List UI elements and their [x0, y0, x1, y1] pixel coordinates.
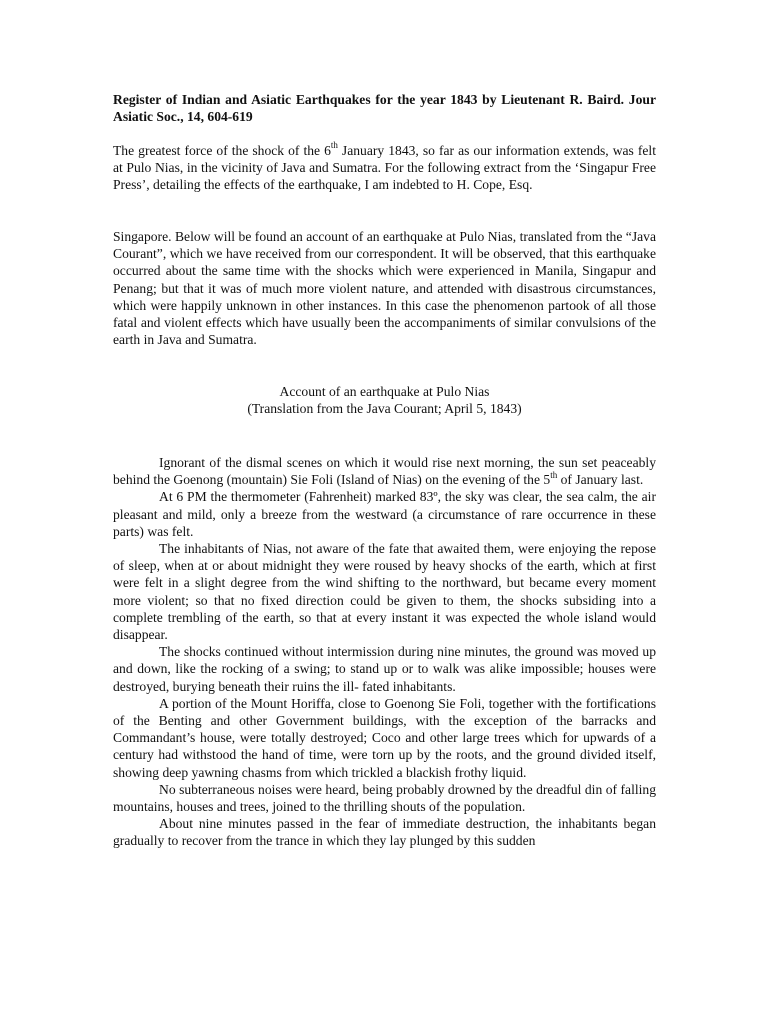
- paragraph-1-ordinal-suffix: th: [550, 469, 558, 480]
- account-paragraph-6: No subterraneous noises were heard, being probably drowned by the dreadful din of falling mountains, houses and trees, joined to the thrilling shouts of the population.: [113, 781, 656, 815]
- account-paragraph-1: [113, 454, 656, 488]
- account-paragraph-5: A portion of the Mount Horiffa, close to Goenong Sie Foli, together with the fortifications of the Benting and other Government buildings, with the exception of the barracks and Commandant’s house, were totally destroyed; Coco and other large trees which for upwards of a century had withstood the hand of time, were torn up by the roots, and the ground divided itself, showing deep yawning chasms from which trickled a blackish frothy liquid.: [113, 695, 656, 780]
- paragraph-1-text-start: Ignorant of the dismal scenes on which it would rise next morning, the sun set peaceably behind the Goenong (mountain) Sie Foli (Island of Nias) on the evening of the 5: [113, 455, 656, 488]
- intro-paragraph: [113, 142, 656, 194]
- intro-ordinal-suffix: th: [330, 140, 338, 151]
- account-heading: Account of an earthquake at Pulo Nias: [279, 384, 490, 399]
- account-subheading: (Translation from the Java Courant; April 5, 1843): [247, 401, 522, 417]
- account-paragraph-4: The shocks continued without intermission during nine minutes, the ground was moved up and down, like the rocking of a swing; to stand up or to walk was alike impossible; houses were destroyed, burying beneath their ruins the ill- fated inhabitants.: [113, 644, 656, 694]
- account-body: [113, 454, 656, 850]
- account-paragraph-7: About nine minutes passed in the fear of immediate destruction, the inhabitants began gradually to recover from the trance in which they lay plunged by this sudden: [113, 816, 656, 849]
- paragraph-1-text-end: of January last.: [557, 472, 644, 488]
- intro-text-end: January 1843, so far as our information extends, was felt at Pulo Nias, in the vicinity of Java and Sumatra. For the following extract from the ‘Singapur Free Press’, detailing the effects of the earthquake, I am indebted to H. Cope, Esq.: [113, 143, 656, 193]
- intro-text-start: The greatest force of the shock of the 6: [113, 143, 331, 158]
- document-title: Register of Indian and Asiatic Earthquakes for the year 1843 by Lieutenant R. Baird. Jour Asiatic Soc., 14, 604-619: [113, 92, 656, 125]
- account-paragraph-3: The inhabitants of Nias, not aware of the fate that awaited them, were enjoying the repose of sleep, when at or about midnight they were roused by heavy shocks of the earth, which at first were felt in a slight degree from the wind shifting to the northward, but became every moment more violent; so that no fixed direction could be given to them, the shocks subsiding into a complete trembling of the earth, so that at every instant it was expected the whole island would disappear.: [113, 541, 656, 643]
- singapore-paragraph: Singapore. Below will be found an account of an earthquake at Pulo Nias, translated from the “Java Courant”, which we have received from our correspondent. It will be observed, that this earthquake occurred about the same time with the shocks which were experienced in Manila, Singapur and Penang; but that it was of much more violent nature, and attended with disastrous circumstances, which were happily unknown in other instances. In this case the phenomenon partook of all those fatal and violent effects which have usually been the accompaniments of similar convulsions of the earth in Java and Sumatra.: [113, 229, 656, 348]
- account-paragraph-2: At 6 PM the thermometer (Fahrenheit) marked 83º, the sky was clear, the sea calm, the air pleasant and mild, only a breeze from the westward (a circumstance of rare occurrence in these parts) was felt.: [113, 489, 656, 539]
- account-heading-block: [113, 383, 656, 417]
